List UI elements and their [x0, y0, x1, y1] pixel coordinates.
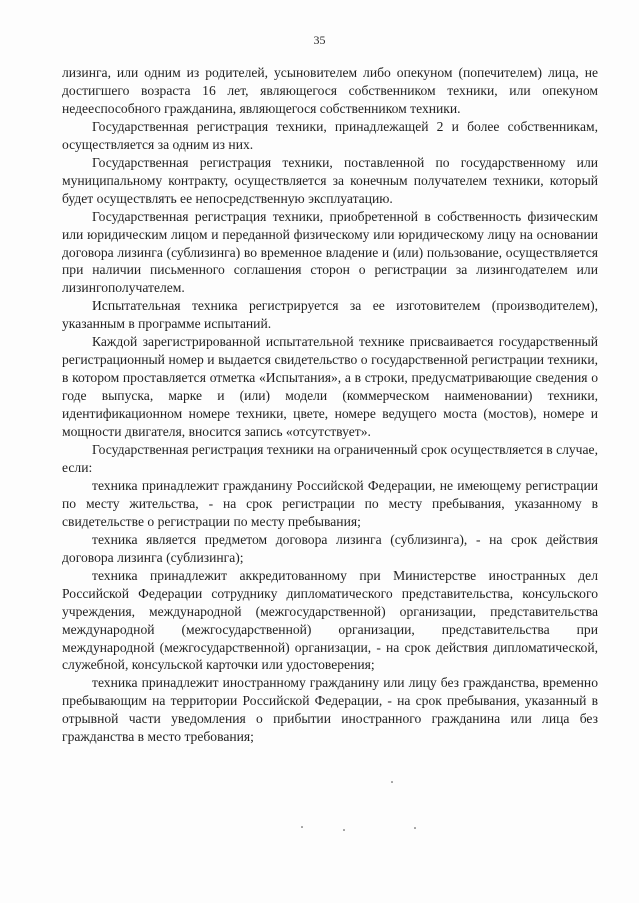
page-number: 35	[313, 33, 326, 47]
paragraph: Государственная регистрация техники, принадлежащей 2 и более собственникам, осуществляется за одним из них.	[62, 118, 598, 152]
paragraph: Испытательная техника регистрируется за ее изготовителем (производителем), указанным в программе испытаний.	[62, 298, 598, 332]
paragraph: техника принадлежит гражданину Российской Федерации, не имеющему регистрации по месту жительства, - на срок регистрации по месту пребывания, указанному в свидетельстве о регистрации по месту пребывания;	[62, 477, 598, 529]
scan-speck	[343, 829, 345, 831]
paragraph: Государственная регистрация техники, поставленной по государственному или муниципальному контракту, осуществляется за конечным получателем техники, который будет осуществлять ее непосредственную эксплуатацию.	[62, 154, 598, 206]
paragraph: техника принадлежит аккредитованному при Министерстве иностранных дел Российской Федерации сотруднику дипломатического представительства, консульского учреждения, международной (межгосударственной) организации, представительства международной (межгосударственной) организации, представительства при международной (межгосударственной) организации, - на срок действия дипломатической, служебной, консульской карточки или удостоверения;	[62, 567, 598, 673]
paragraph: Государственная регистрация техники на ограниченный срок осуществляется в случае, если:	[62, 442, 598, 475]
scan-speck	[391, 781, 393, 783]
scan-speck	[301, 826, 303, 828]
paragraph: техника принадлежит иностранному гражданину или лицу без гражданства, временно пребывающим на территории Российской Федерации, - на срок пребывания, указанный в отрывной части уведомления о прибытии иностранного гражданина или лица без гражданства в место требования;	[62, 675, 598, 745]
paragraph: Каждой зарегистрированной испытательной технике присваивается государственный регистрационный номер и выдается свидетельство о государственной регистрации техники, в котором проставляется отметка «Испытания», а в строки, предусматривающие сведения о годе выпуска, марке и (или) модели (коммерческом наименовании) техники, идентификационном номере техники, цвете, номере ведущего моста (мостов), номере и мощности двигателя, вносится запись «отсутствует».	[62, 334, 598, 440]
paragraph: техника является предметом договора лизинга (сублизинга), - на срок действия договора лизинга (сублизинга);	[62, 531, 598, 565]
paragraph: Государственная регистрация техники, приобретенной в собственность физическим или юридическим лицом и переданной физическому или юридическому лицу на основании договора лизинга (сублизинга) во временное владение и (или) пользование, осуществляется при наличии письменного соглашения сторон о регистрации за лизингодателем или лизингополучателем.	[62, 208, 598, 296]
scan-speck	[414, 827, 416, 829]
document-body	[62, 64, 598, 746]
paragraph: лизинга, или одним из родителей, усыновителем либо опекуном (попечителем) лица, не достигшего возраста 16 лет, являющегося собственником техники, или опекуном недееспособного гражданина, являющегося собственником техники.	[62, 65, 598, 116]
